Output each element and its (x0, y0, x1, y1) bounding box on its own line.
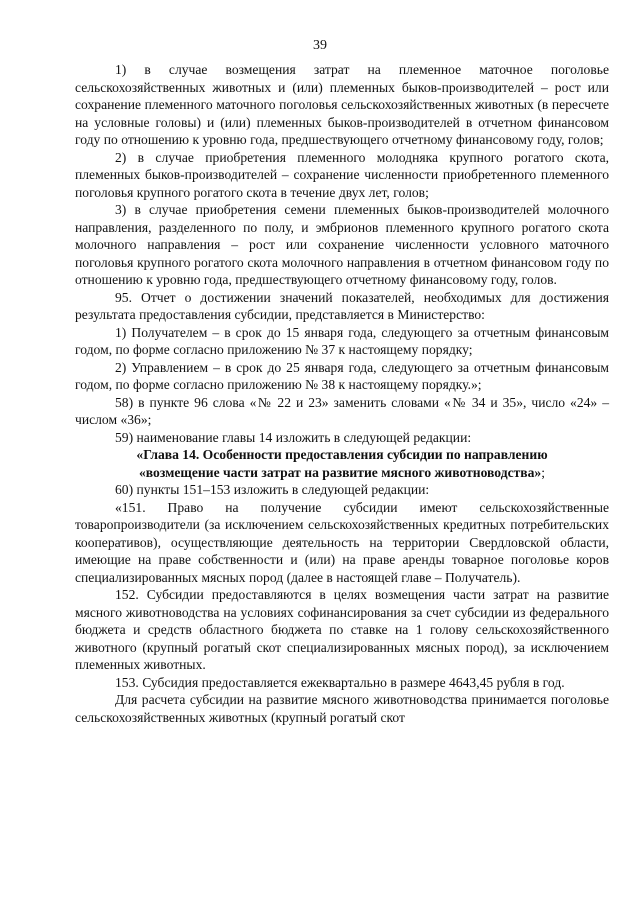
chapter-heading-line1: «Глава 14. Особенности предоставления субсидии по направлению (136, 447, 548, 462)
paragraph: 60) пункты 151–153 изложить в следующей редакции: (115, 482, 430, 497)
paragraph: «151. Право на получение субсидии имеют сельскохозяйственные товаропроизводители (за исключением сельскохозяйственных кредитных потребительских кооперативов), осуществляющие деятельность на территории Свердловской области, имеющие на праве собственности и (или) на праве аренды товарное поголовье коров специализированных мясных пород (далее в настоящей главе – Получатель). (75, 499, 609, 585)
paragraph: 3) в случае приобретения семени племенных быков-производителей молочного направления, разделенного по полу, и эмбрионов племенного крупного рогатого скота молочного направления – рост или сохранение численности условного маточного поголовья крупного рогатого скота молочного направления в отчетном финансовом году по отношению к уровню года, предшествующего отчетному финансовому году, голов. (75, 202, 609, 287)
paragraph: 1) Получателем – в срок до 15 января года, следующего за отчетным финансовым годом, по форме согласно приложению № 37 к настоящему порядку; (75, 324, 609, 357)
paragraph: 1) в случае возмещения затрат на племенное маточное поголовье сельскохозяйственных животных и (или) племенных быков-производителей – рост или сохранение племенного маточного поголовья сельскохозяйственных животных (в пересчете на условные головы) и (или) племенных быков-производителей в отчетном финансовом году по отношению к уровню года, предшествующего отчетному финансовому году, голов; (75, 62, 609, 147)
chapter-heading-text: «возмещение части затрат на развитие мясного животноводства» (139, 464, 542, 480)
paragraph: 58) в пункте 96 слова «№ 22 и 23» заменить словами «№ 34 и 35», число «24» – числом «36»; (75, 394, 609, 427)
paragraph: 153. Субсидия предоставляется ежеквартально в размере 4643,45 рубля в год. (115, 674, 565, 690)
paragraph: 59) наименование главы 14 изложить в следующей редакции: (115, 429, 472, 445)
chapter-heading-line2 (75, 464, 609, 482)
heading-semicolon: ; (541, 464, 545, 480)
paragraph: 2) Управлением – в срок до 25 января года, следующего за отчетным финансовым годом, по форме согласно приложению № 38 к настоящему порядку.»; (75, 359, 609, 392)
document-body (75, 61, 609, 726)
paragraph: 95. Отчет о достижении значений показателей, необходимых для достижения результата предоставления субсидии, представляется в Министерство: (75, 289, 609, 322)
page-number: 39 (313, 38, 327, 53)
paragraph: Для расчета субсидии на развитие мясного животноводства принимается поголовье сельскохозяйственных животных (крупный рогатый скот (75, 692, 609, 725)
paragraph: 2) в случае приобретения племенного молодняка крупного рогатого скота, племенных быков-производителей – сохранение численности приобретенного племенного поголовья крупного рогатого скота в течение двух лет, голов; (75, 149, 609, 200)
paragraph: 152. Субсидии предоставляются в целях возмещения части затрат на развитие мясного животноводства на условиях софинансирования за счет субсидии из федерального бюджета и средств областного бюджета по ставке на 1 голову сельскохозяйственного животного (крупный рогатый скот специализированных мясных пород), за исключением племенных животных. (75, 587, 609, 672)
